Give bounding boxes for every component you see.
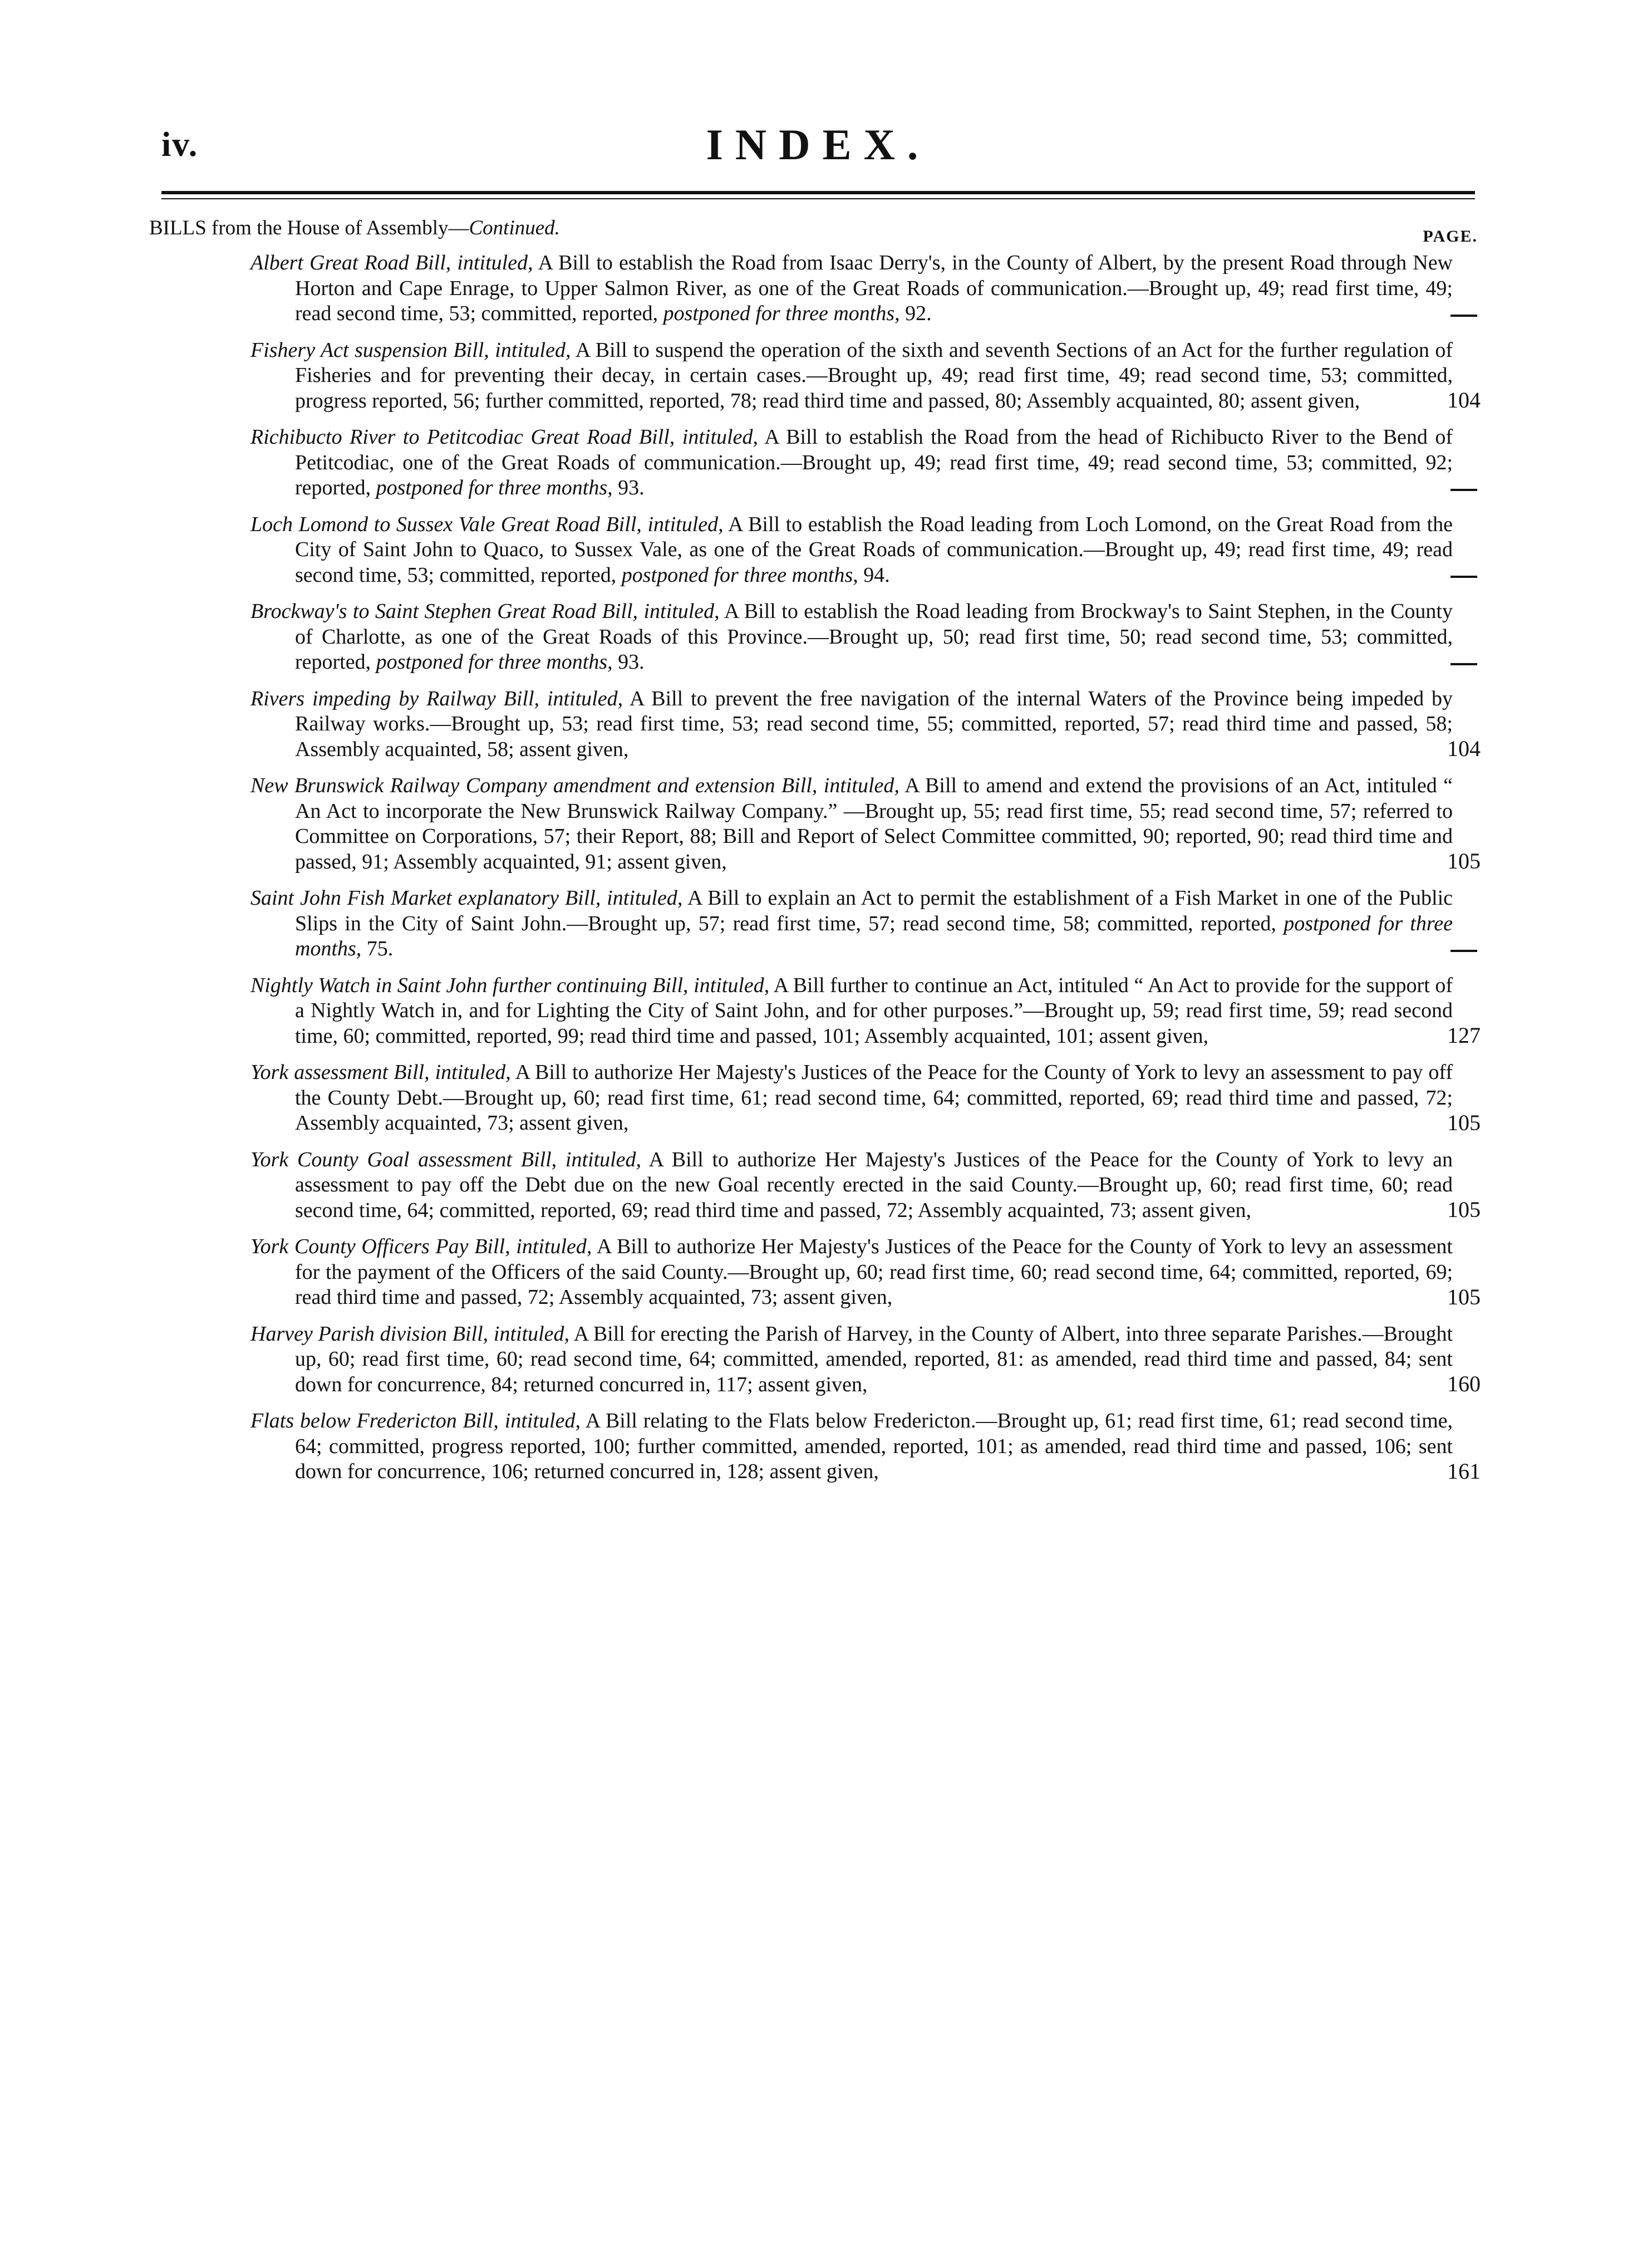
entry-tail: 93. [612,476,645,499]
entry-short-title: York County Officers Pay Bill, intituled, [250,1235,592,1258]
index-entry [250,1060,1481,1136]
entry-text [250,425,1453,501]
index-entry [250,973,1481,1049]
entry-short-title: Fishery Act suspension Bill, intituled, [250,338,571,362]
section-heading [149,216,560,241]
entry-text [250,251,1453,327]
index-entry [250,599,1481,675]
entry-postponed: postponed for three months, [376,650,613,674]
entry-page-number: 105 [1447,1197,1481,1222]
index-entry [250,512,1481,588]
entry-page-number: 161 [1447,1458,1481,1484]
entry-text [250,686,1453,763]
entry-text [250,773,1453,875]
index-entry [250,338,1481,414]
index-entry [250,686,1481,763]
entry-body: A Bill to suspend the operation of the sixth and seventh Sections of an Act for the further regulation of Fisheries and for preventing their decay, in certain cases.—Brought up, 49; read first time, 49; read second time, 53; committed, progress reported, 56; further committed, reported, 78; read third time and passed, 80; Assembly acquainted, 80; assent given, [295,338,1453,413]
entry-body: A Bill to authorize Her Majesty's Justices of the Peace for the County of York to levy an assessment to pay off the County Debt.—Brought up, 60; read first time, 61; read second time, 64; committed, reported, 69; read third time and passed, 72; Assembly acquainted, 73; assent given, [295,1061,1453,1135]
entry-text [250,886,1453,962]
entry-body: A Bill for erecting the Parish of Harvey, in the County of Albert, into three separate Parishes.—Brought up, 60; read first time, 60; read second time, 64; committed, amended, reported, 81: as amended, read third time and passed, 84; sent down for concurrence, 84; returned concurred in, 117; assent given, [295,1322,1453,1396]
page-number: iv. [161,126,199,164]
entry-short-title: Rivers impeding by Railway Bill, intituled, [250,686,623,710]
entry-page-number: 104 [1447,736,1481,761]
entry-text [250,973,1453,1049]
page-title: INDEX. [706,120,931,169]
entry-page-number: 160 [1447,1371,1481,1396]
entry-body: A Bill to establish the Road leading from Loch Lomond, on the Great Road from the City of Saint John to Quaco, to Sussex Vale, as one of the Great Roads of communication.—Brought up, 49; read first time, 49; read second time, 53; committed, reported, [295,512,1453,587]
page-column-label: PAGE. [1423,227,1478,246]
section-continued: Continued. [469,217,560,239]
entry-short-title: New Brunswick Railway Company amendment and extension Bill, intituled, [250,774,899,797]
entry-page-dash [1451,315,1477,317]
entry-text [250,1234,1453,1311]
entry-body: A Bill to establish the Road from Isaac Derry's, in the County of Albert, by the present Road through New Horton and Cape Enrage, to Upper Salmon River, as one of the Great Roads of communication.—Brought up, 49; read first time, 49; read second time, 53; committed, reported, [295,251,1453,325]
entry-text [250,599,1453,675]
entry-postponed: postponed for three months, [621,563,858,587]
entry-body: A Bill to authorize Her Majesty's Justices of the Peace for the County of York to levy an assessment to pay off the Debt due on the new Goal recently erected in the said County.—Brought up, 60; read first time, 60; read second time, 64; committed, reported, 69; read third time and passed, 72; Assembly acquainted, 73; assent given, [295,1147,1453,1222]
entry-body: A Bill relating to the Flats below Fredericton.—Brought up, 61; read first time, 61; read second time, 64; committed, progress reported, 100; further committed, amended, reported, 101; as amended, read third time and passed, 106; sent down for concurrence, 106; returned concurred in, 128; assent given, [295,1409,1453,1483]
entry-page-number: 105 [1447,1110,1481,1135]
entry-page-number: 105 [1447,848,1481,874]
index-entry [250,1234,1481,1311]
entry-body: A Bill further to continue an Act, intituled “ An Act to provide for the support of a Nightly Watch in, and for Lighting the City of Saint John, and for other purposes.”—Brought up, 59; read first time, 59; read second time, 60; committed, reported, 99; read third time and passed, 101; Assembly acquainted, 101; assent given, [295,973,1453,1048]
entry-page-dash [1451,663,1477,665]
index-entry [250,773,1481,875]
entry-text [250,512,1453,588]
entry-short-title: Richibucto River to Petitcodiac Great Road Bill, intituled, [250,425,758,449]
entry-text [250,1060,1453,1136]
index-entry [250,1322,1481,1398]
index-entry [250,1409,1481,1485]
header-rule-thick [161,191,1475,194]
entry-text [250,1147,1453,1224]
entry-body: A Bill to prevent the free navigation of the internal Waters of the Province being impeded by Railway works.—Brought up, 53; read first time, 53; read second time, 55; committed, reported, 57; read third time and passed, 58; Assembly acquainted, 58; assent given, [295,686,1453,761]
entry-page-dash [1451,950,1477,952]
entry-short-title: York assessment Bill, intituled, [250,1061,511,1084]
entry-body: A Bill to establish the Road leading from Brockway's to Saint Stephen, in the County of Charlotte, as one of the Great Roads of this Province.—Brought up, 50; read first time, 50; read second time, 53; committed, reported, [295,600,1453,674]
page-header [161,120,1475,181]
entry-postponed: postponed for three months, [295,911,1453,960]
entry-postponed: postponed for three months, [663,302,900,325]
entry-short-title: York County Goal assessment Bill, intituled, [250,1147,642,1171]
index-entry [250,425,1481,501]
entry-short-title: Albert Great Road Bill, intituled, [250,251,533,274]
entry-tail: 94. [858,563,890,587]
index-entry [250,886,1481,962]
entry-short-title: Saint John Fish Market explanatory Bill, intituled, [250,886,683,910]
entry-body: A Bill to explain an Act to permit the establishment of a Fish Market in one of the Public Slips in the City of Saint John.—Brought up, 57; read first time, 57; read second time, 58; committed, reported, [295,886,1453,935]
entry-short-title: Loch Lomond to Sussex Vale Great Road Bill, intituled, [250,512,724,536]
header-rule-thin [161,198,1475,199]
entry-tail: 93. [612,650,645,674]
entry-body: A Bill to authorize Her Majesty's Justices of the Peace for the County of York to levy an assessment for the payment of the Officers of the said County.—Brought up, 60; read first time, 60; read second time, 64; committed, reported, 69; read third time and passed, 72; Assembly acquainted, 73; assent given, [295,1235,1453,1309]
entry-tail: 92. [899,302,932,325]
entry-body: A Bill to amend and extend the provisions of an Act, intituled “ An Act to incorporate the New Brunswick Railway Company.” —Brought up, 55; read first time, 55; read second time, 57; referred to Committee on Corporations, 57; their Report, 88; Bill and Report of Select Committee committed, 90; reported, 90; read third time and passed, 91; Assembly acquainted, 91; assent given, [295,774,1453,874]
entry-page-number: 127 [1447,1023,1481,1048]
entry-text [250,1322,1453,1398]
entry-short-title: Brockway's to Saint Stephen Great Road Bill, intituled, [250,600,720,623]
entry-text [250,1409,1453,1485]
entry-tail: 75. [361,937,394,960]
entry-page-dash [1451,576,1477,578]
section-heading-text: BILLS from the House of Assembly— [149,217,469,239]
entry-body: A Bill to establish the Road from the head of Richibucto River to the Bend of Petitcodiac, one of the Great Roads of communication.—Brought up, 49; read first time, 49; read second time, 53; committed, 92; reported, [295,425,1453,499]
entry-page-dash [1451,489,1477,491]
entry-short-title: Flats below Fredericton Bill, intituled, [250,1409,581,1432]
entry-postponed: postponed for three months, [376,476,613,499]
entry-page-number: 104 [1447,387,1481,413]
index-entries [250,251,1481,1496]
index-entry [250,1147,1481,1224]
entry-short-title: Nightly Watch in Saint John further continuing Bill, intituled, [250,973,770,997]
entry-page-number: 105 [1447,1284,1481,1309]
entry-text [250,338,1453,414]
index-entry [250,251,1481,327]
entry-short-title: Harvey Parish division Bill, intituled, [250,1322,570,1346]
